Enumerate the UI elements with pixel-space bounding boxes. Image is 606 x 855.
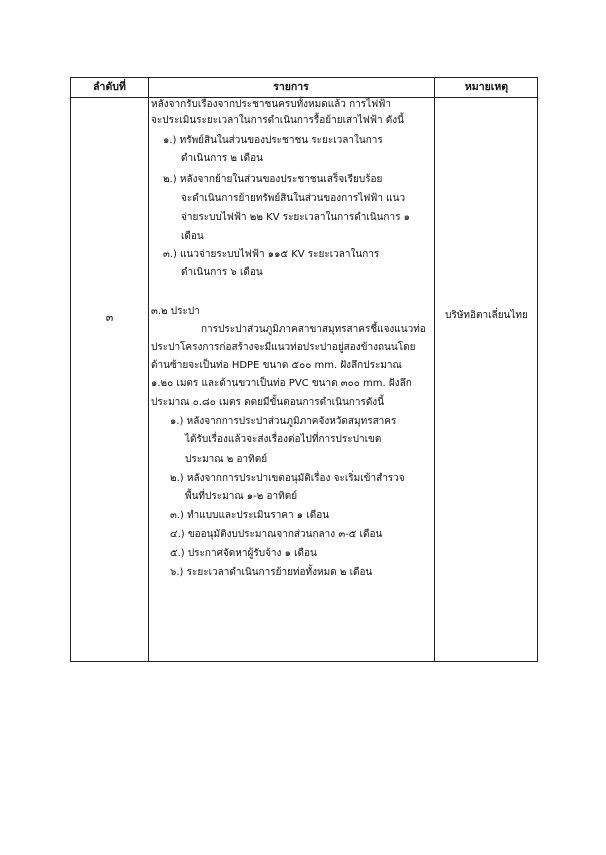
item-line: ๑.) หลังจากการประปาส่วนภูมิภาคจังหวัดสมุทรสาคร xyxy=(170,416,397,427)
item-line: ๖.) ระยะเวลาดำเนินการย้ายท่อทั้งหมด ๒ เดือน xyxy=(170,567,373,578)
row-seq-number: ๓ xyxy=(105,311,114,324)
item-line: จ่ายระบบไฟฟ้า ๒๒ KV ระยะเวลาในการดำเนินการ ๑ xyxy=(181,212,410,223)
item-line: จะดำเนินการย้ายทรัพย์สินในส่วนของการไฟฟ้า แนว xyxy=(181,193,406,204)
item-line: ๕.) ประกาศจัดหาผู้รับจ้าง ๑ เดือน xyxy=(170,548,317,559)
item-line: ๒.) หลังจากย้ายในส่วนของประชาชนเสร็จเรียบร้อย xyxy=(163,174,383,185)
item-line: จะประเมินระยะเวลาในการดำเนินการรื้อย้ายเสาไฟฟ้า ดังนี้ xyxy=(151,115,404,126)
header-remarks: หมายเหตุ xyxy=(464,81,509,93)
item-line: ด้านซ้ายจะเป็นท่อ HDPE ขนาด ๕๐๐ mm. ฝังลึกประมาณ xyxy=(151,360,402,371)
item-line: ๓.) ทำแบบและประเมินราคา ๑ เดือน xyxy=(170,510,330,521)
item-line: ๑.) ทรัพย์สินในส่วนของประชาชน ระยะเวลาในการ xyxy=(163,135,383,146)
item-line: ประมาณ ๒ อาทิตย์ xyxy=(185,454,268,465)
header-seq: ลำดับที่ xyxy=(93,81,126,93)
row-remark: บริษัทอิตาเลี่ยนไทย xyxy=(445,310,528,321)
item-line: ประปาโครงการก่อสร้างจะมีแนวท่อประปาอยู่สองข้างถนนโดย xyxy=(151,342,416,353)
header-items: รายการ xyxy=(273,81,309,93)
column-divider-2 xyxy=(434,78,435,661)
item-line: ๒.) หลังจากการประปาเขตอนุมัติเรื่อง จะเริ่มเข้าสำรวจ xyxy=(170,473,405,484)
document-table xyxy=(70,77,538,662)
item-line: การประปาส่วนภูมิภาคสาขาสมุทรสาครชี้แจงแนวท่อ xyxy=(201,324,426,335)
item-line: ๑.๒๐ เมตร และด้านขวาเป็นท่อ PVC ขนาด ๓๐๐ mm. ฝังลึก xyxy=(151,378,412,389)
item-line: เดือน xyxy=(181,231,204,242)
item-line: ประมาณ ๐.๘๐ เมตร ดดยมีขั้นตอนการดำเนินการดังนี้ xyxy=(151,397,385,408)
item-line: ดำเนินการ ๒ เดือน xyxy=(181,153,263,164)
item-line: ๓.) แนวจ่ายระบบไฟฟ้า ๑๑๕ KV ระยะเวลาในการ xyxy=(163,249,380,260)
item-line: พื้นที่ประมาณ ๑-๒ อาทิตย์ xyxy=(185,491,298,502)
item-line: ดำเนินการ ๖ เดือน xyxy=(181,267,263,278)
item-line: ๔.) ขออนุมัติงบประมาณจากส่วนกลาง ๓-๕ เดือน xyxy=(170,529,383,540)
column-divider-1 xyxy=(148,78,149,661)
item-line: ได้รับเรื่องแล้วจะส่งเรื่องต่อไปที่การประปาเขต xyxy=(185,434,382,445)
section-heading: ๓.๒ ประปา xyxy=(151,306,200,317)
item-line: หลังจากรับเรื่องจากประชาชนครบทั้งหมดแล้ว การไฟฟ้า xyxy=(151,99,391,110)
